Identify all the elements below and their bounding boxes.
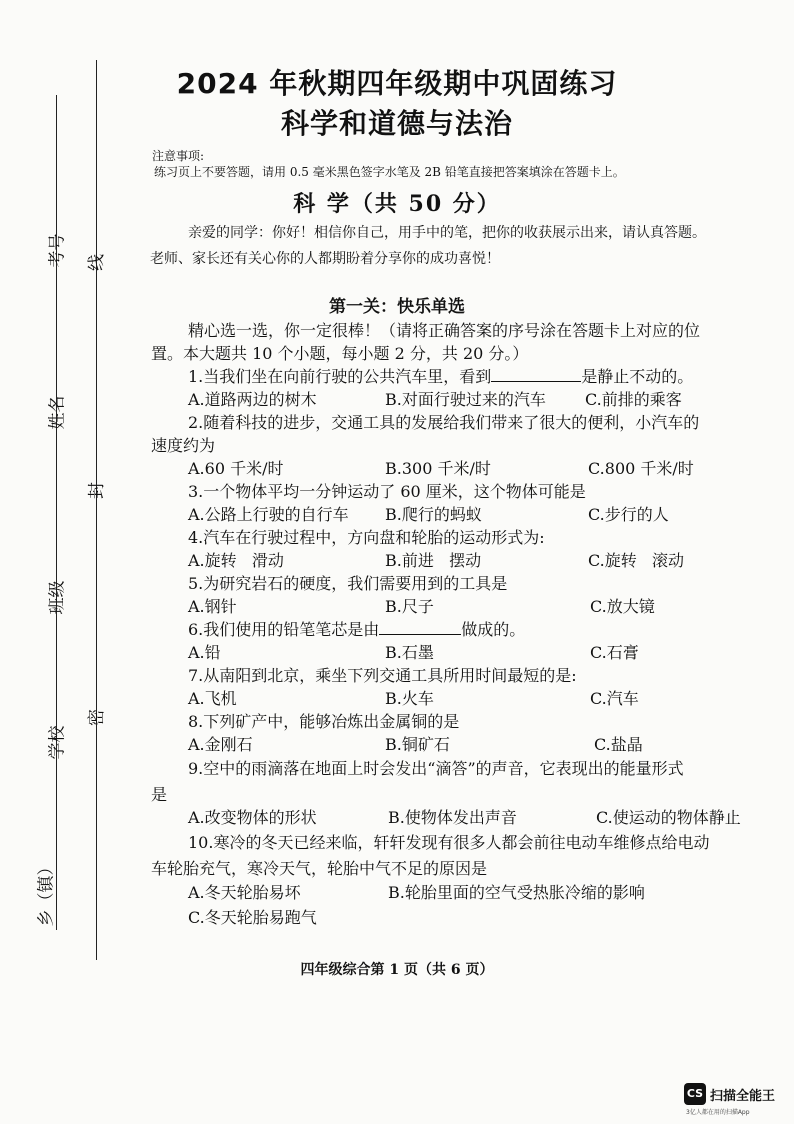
- q9-option-b: B.使物体发出声音: [388, 808, 517, 827]
- q6-option-a: A.铅: [188, 643, 221, 662]
- q1-option-c: C.前排的乘客: [585, 390, 682, 409]
- sidebar-exam-no-label: 考号: [47, 233, 68, 268]
- q3-stem: 3.一个物体平均一分钟运动了 60 厘米，这个物体可能是: [188, 482, 586, 501]
- q5-option-a: A.钢针: [188, 597, 237, 616]
- sidebar-township-label: 乡（镇）: [36, 858, 57, 927]
- q8-stem: 8.下列矿产中，能够冶炼出金属铜的是: [188, 712, 460, 731]
- q8-option-b: B.铜矿石: [385, 735, 450, 754]
- q9-stem-line2: 是: [151, 785, 168, 804]
- sidebar-class-label: 班级: [47, 580, 68, 615]
- q10-option-c: C.冬天轮胎易跑气: [188, 908, 317, 927]
- q6-stem: [188, 617, 525, 640]
- q5-stem: 5.为研究岩石的硬度，我们需要用到的工具是: [188, 574, 508, 593]
- q2-stem-line2: 速度约为: [151, 436, 216, 455]
- q4-option-a: A.旋转 滑动: [188, 551, 284, 570]
- part1-instructions-line2: 置。本大题共 10 个小题，每小题 2 分，共 20 分。）: [151, 344, 529, 363]
- q6-answer-blank: [379, 618, 461, 635]
- q8-option-a: A.金刚石: [188, 735, 253, 754]
- notice-body: 练习页上不要答题，请用 0.5 毫米黑色签字水笔及 2B 铅笔直接把答案填涂在答题卡上。: [154, 165, 625, 179]
- q9-stem-line1: 9.空中的雨滴落在地面上时会发出“滴答”的声音，它表现出的能量形式: [188, 759, 684, 778]
- q4-option-b: B.前进 摆动: [385, 551, 482, 570]
- q5-option-b: B.尺子: [385, 597, 434, 616]
- q1-stem-end: 是静止不动的。: [581, 367, 694, 386]
- sidebar-name-label: 姓名: [47, 395, 68, 430]
- binding-line-outer: [56, 95, 57, 930]
- q2-option-a: A.60 千米/时: [188, 459, 284, 478]
- q1-option-a: A.道路两边的树木: [188, 390, 317, 409]
- q5-option-c: C.放大镜: [590, 597, 655, 616]
- q6-option-c: C.石膏: [590, 643, 639, 662]
- q9-option-c: C.使运动的物体静止: [596, 808, 741, 827]
- q10-stem-line2: 车轮胎充气，寒冷天气，轮胎中气不足的原因是: [151, 859, 488, 878]
- scanner-brand: 扫描全能王: [710, 1088, 776, 1104]
- scanner-tagline: 3亿人都在用的扫描App: [686, 1109, 750, 1116]
- section-title: 科 学（共 50 分）: [293, 191, 501, 217]
- q10-option-b: B.轮胎里面的空气受热胀冷缩的影响: [388, 883, 645, 902]
- scanner-logo-icon: CS: [684, 1083, 706, 1105]
- page-footer: 四年级综合第 1 页（共 6 页）: [300, 962, 494, 978]
- q4-option-c: C.旋转 滚动: [588, 551, 685, 570]
- section-intro-line2: 老师、家长还有关心你的人都期盼着分享你的成功喜悦！: [150, 251, 500, 267]
- q1-answer-blank: [491, 365, 581, 382]
- page-subtitle: 科学和道德与法治: [280, 107, 513, 140]
- q1-stem-start: 1.当我们坐在向前行驶的公共汽车里，看到: [188, 367, 492, 386]
- q7-option-c: C.汽车: [590, 689, 639, 708]
- seal-close-text: 密: [87, 709, 107, 726]
- q2-option-c: C.800 千米/时: [588, 459, 694, 478]
- page-title: 2024 年秋期四年级期中巩固练习: [176, 67, 618, 100]
- part1-instructions-line1: 精心选一选，你一定很棒！（请将正确答案的序号涂在答题卡上对应的位: [188, 321, 701, 340]
- q6-stem-end: 做成的。: [461, 620, 526, 639]
- q3-option-b: B.爬行的蚂蚁: [385, 505, 482, 524]
- seal-line-text: 线: [87, 254, 107, 271]
- q4-stem: 4.汽车在行驶过程中，方向盘和轮胎的运动形式为:: [188, 528, 545, 547]
- q2-stem-line1: 2.随着科技的进步，交通工具的发展给我们带来了很大的便利，小汽车的: [188, 413, 700, 432]
- notice-heading: 注意事项:: [152, 149, 205, 163]
- q3-option-c: C.步行的人: [588, 505, 669, 524]
- q1-stem: [188, 364, 693, 387]
- q2-option-b: B.300 千米/时: [385, 459, 491, 478]
- scanner-watermark: [684, 1083, 775, 1105]
- q7-option-b: B.火车: [385, 689, 434, 708]
- q3-option-a: A.公路上行驶的自行车: [188, 505, 349, 524]
- q6-option-b: B.石墨: [385, 643, 434, 662]
- q9-option-a: A.改变物体的形状: [188, 808, 317, 827]
- seal-seal-text: 封: [87, 482, 107, 499]
- part1-title: 第一关：快乐单选: [329, 297, 465, 317]
- q6-stem-start: 6.我们使用的铅笔笔芯是由: [188, 620, 380, 639]
- q8-option-c: C.盐晶: [594, 735, 643, 754]
- sidebar-school-label: 学校: [47, 725, 68, 760]
- section-intro-line1: 亲爱的同学：你好！相信你自己，用手中的笔，把你的收获展示出来，请认真答题。: [188, 225, 706, 241]
- q7-stem: 7.从南阳到北京，乘坐下列交通工具所用时间最短的是:: [188, 666, 577, 685]
- q10-stem-line1: 10.寒冷的冬天已经来临，轩轩发现有很多人都会前往电动车维修点给电动: [188, 833, 710, 852]
- q10-option-a: A.冬天轮胎易坏: [188, 883, 301, 902]
- q1-option-b: B.对面行驶过来的汽车: [385, 390, 546, 409]
- q7-option-a: A.飞机: [188, 689, 237, 708]
